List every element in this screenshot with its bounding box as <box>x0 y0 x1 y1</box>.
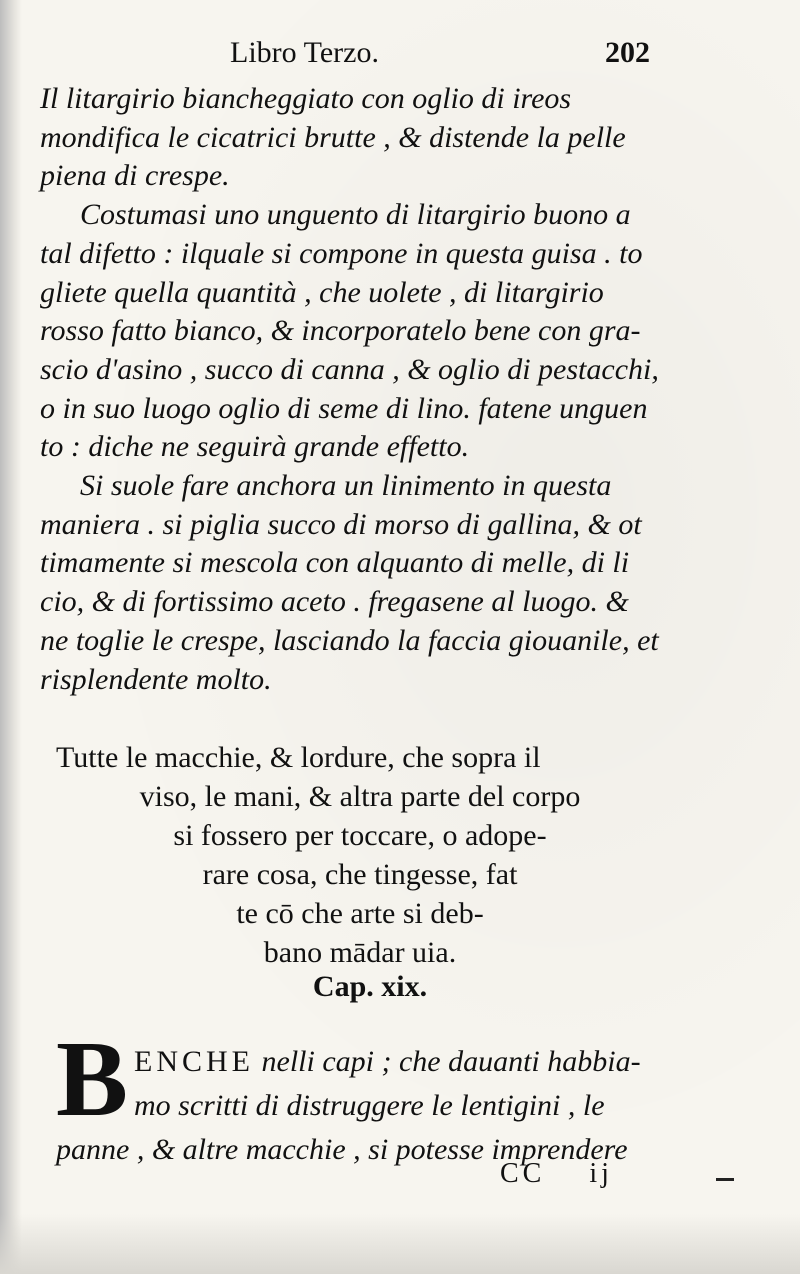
heading-line: bano mādar uia. <box>263 936 457 969</box>
page-number: 202 <box>605 36 650 69</box>
text-fragment: nelli capi ; che dauanti habbia- <box>261 1045 641 1078</box>
drop-cap: B <box>56 1020 129 1139</box>
text-line: gliete quella quantità , che uolete , di litargirio <box>40 275 604 309</box>
signature-number: ij <box>589 1158 613 1189</box>
text-line: cio, & di fortissimo aceto . fregasene al luogo. & <box>40 585 629 619</box>
text-line: Si suole fare anchora un linimento in questa <box>80 469 612 503</box>
text-line: piena di crespe. <box>40 159 230 193</box>
text-line: scio d'asino , succo di canna , & oglio di pestacchi, <box>40 352 659 386</box>
running-title: Libro Terzo. <box>230 36 379 69</box>
heading-line: te cō che arte si deb- <box>236 897 484 930</box>
text-line: Il litargirio biancheggiato con oglio di ireos <box>40 82 572 115</box>
text-line: ne toglie le crespe, lasciando la faccia giouanile, et <box>40 623 659 657</box>
smallcaps-word: ENCHE <box>134 1045 254 1078</box>
text-line: Costumasi uno unguento di litargirio buono a <box>80 198 631 232</box>
text-line: mo scritti di distruggere le lentigini , le <box>134 1089 605 1122</box>
text-line: o in suo luogo oglio di seme di lino. fatene unguen <box>40 391 648 425</box>
heading-line: rare cosa, che tingesse, fat <box>202 858 518 891</box>
chapter-heading <box>40 738 680 972</box>
text-line: panne , & altre macchie , si potesse imprendere <box>56 1133 628 1166</box>
text-line: timamente si mescola con alquanto di melle, di li <box>40 546 630 580</box>
paragraph-2 <box>40 196 680 467</box>
text-line: to : diche ne seguirà grande effetto. <box>40 430 470 464</box>
signature-letters: CC <box>500 1158 546 1189</box>
text-line: tal difetto : ilquale si compone in questa guisa . to <box>40 236 643 270</box>
heading-line: si fossero per toccare, o adope- <box>173 819 547 852</box>
page-bottom-shade <box>0 1214 800 1274</box>
text-line: rosso fatto bianco, & incorporatelo bene con gra- <box>40 314 641 348</box>
chapter-number: Cap. xix. <box>312 970 428 1003</box>
margin-mark <box>716 1178 734 1181</box>
text-line <box>56 1040 686 1084</box>
running-header <box>230 36 650 86</box>
italic-text-block <box>40 80 680 699</box>
page-edge-shadow <box>0 0 22 1274</box>
paragraph-3 <box>40 467 680 699</box>
signature-mark <box>500 1158 613 1190</box>
text-line: maniera . si piglia succo di morso di gallina, & ot <box>40 507 642 541</box>
heading-line: Tutte le macchie, & lordure, che sopra il <box>56 741 541 774</box>
paragraph-1 <box>40 80 680 196</box>
text-line: mondifica le cicatrici brutte , & distende la pelle <box>40 120 626 154</box>
text-line: risplendente molto. <box>40 662 272 696</box>
heading-line: viso, le mani, & altra parte del corpo <box>139 780 581 813</box>
chapter-body <box>56 1020 686 1172</box>
